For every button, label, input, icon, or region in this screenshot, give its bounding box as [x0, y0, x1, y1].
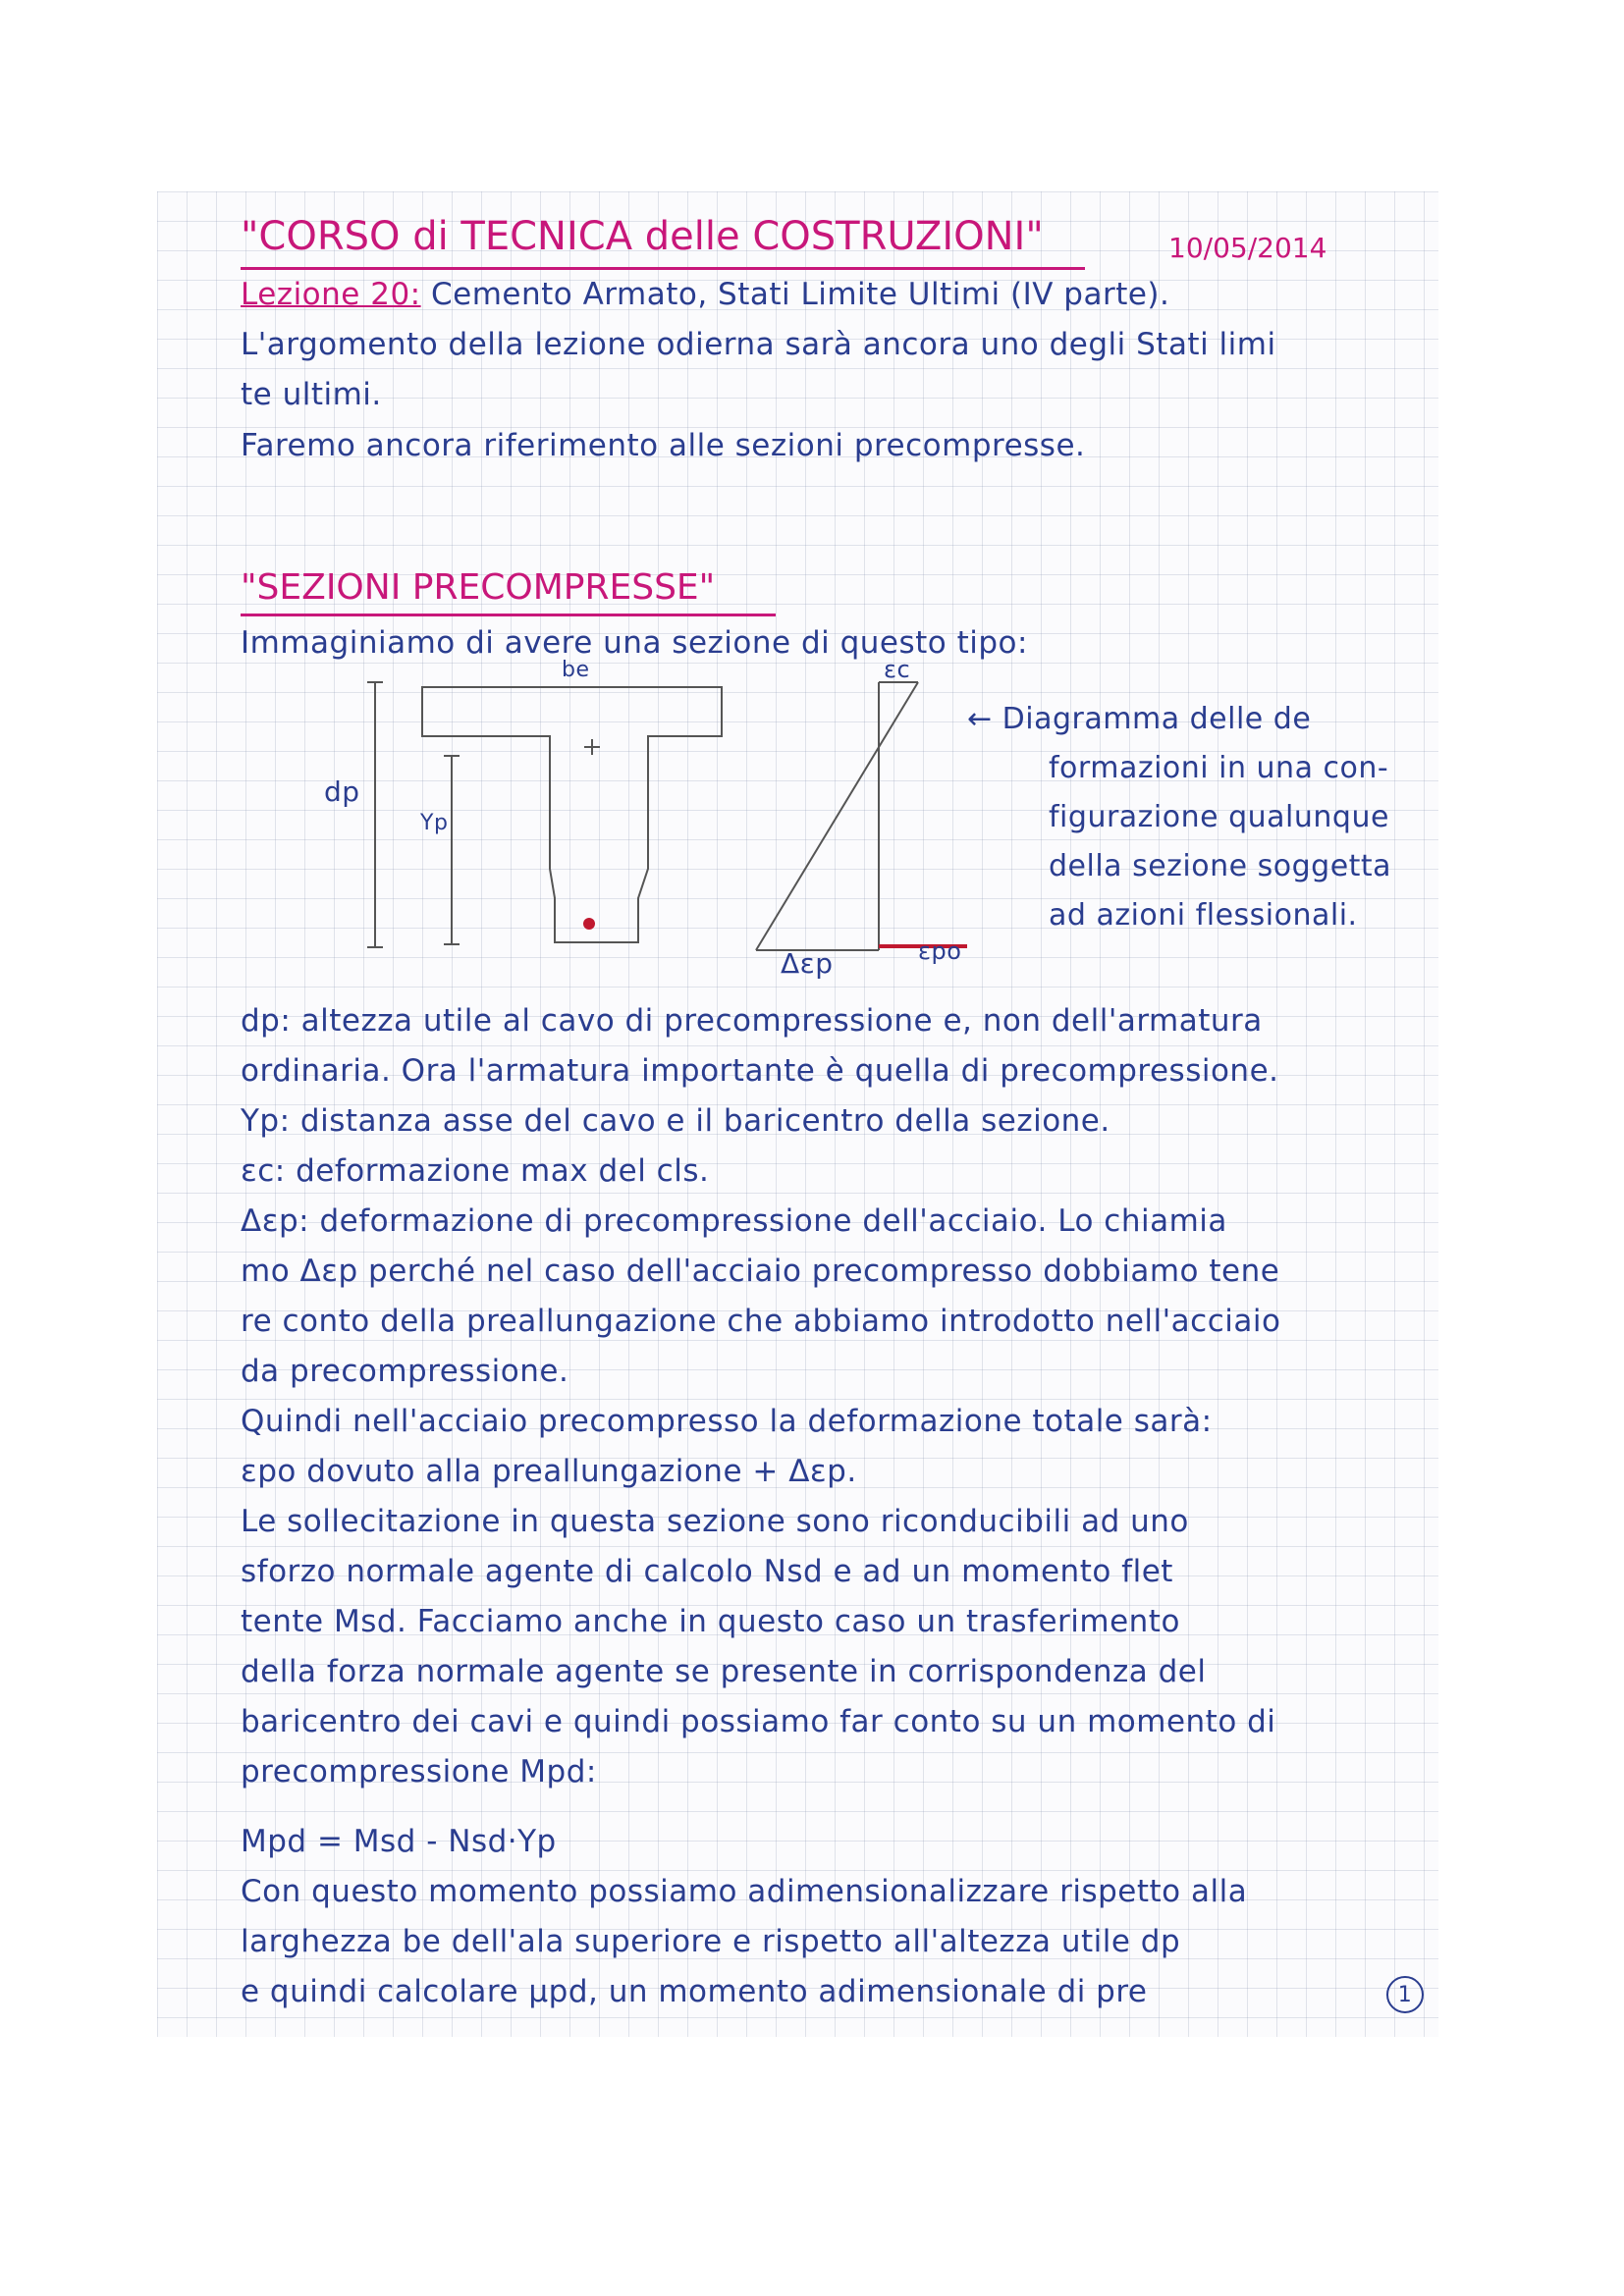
- diagram-intro: Immaginiamo di avere una sezione di questo tipo:: [241, 625, 1028, 661]
- body-line: sforzo normale agente di calcolo Nsd e ad un momento flet: [241, 1554, 1173, 1589]
- strain-slope: [756, 682, 918, 950]
- body-line: Δεp: deformazione di precompressione dell'acciaio. Lo chiamia: [241, 1203, 1227, 1239]
- body-line: re conto della preallungazione che abbiamo introdotto nell'acciaio: [241, 1304, 1281, 1339]
- section-title: "SEZIONI PRECOMPRESSE": [241, 567, 716, 608]
- lesson-subject: Cemento Armato, Stati Limite Ultimi (IV parte).: [430, 277, 1170, 312]
- intro-line: L'argomento della lezione odierna sarà ancora uno degli Stati limi: [241, 327, 1276, 362]
- body-line: Quindi nell'acciaio precompresso la deformazione totale sarà:: [241, 1404, 1213, 1439]
- body-line: εc: deformazione max del cls.: [241, 1153, 710, 1189]
- title-underline: [241, 267, 1085, 270]
- intro-line: Faremo ancora riferimento alle sezioni precompresse.: [241, 428, 1086, 463]
- body-line: εpo dovuto alla preallungazione + Δεp.: [241, 1454, 857, 1489]
- section-underline: [241, 614, 776, 616]
- date: 10/05/2014: [1168, 232, 1327, 264]
- body-line: tente Msd. Facciamo anche in questo caso un trasferimento: [241, 1604, 1180, 1639]
- dp-label: dp: [324, 775, 360, 808]
- body-line: precompressione Mpd:: [241, 1754, 597, 1789]
- delta-ep-label: Δεp: [781, 947, 834, 980]
- diagram-caption: ad azioni flessionali.: [1049, 898, 1358, 933]
- body-line: ordinaria. Ora l'armatura importante è quella di precompressione.: [241, 1053, 1279, 1089]
- tendon-dot: [583, 918, 595, 930]
- yp-label: Yp: [420, 811, 449, 835]
- body-line: Yp: distanza asse del cavo e il baricentro della sezione.: [241, 1103, 1110, 1139]
- diagram-caption: ← Diagramma delle de: [967, 702, 1312, 736]
- body-line: Le sollecitazione in questa sezione sono riconducibili ad uno: [241, 1504, 1189, 1539]
- lesson-label: Lezione 20:: [241, 277, 421, 312]
- intro-line: te ultimi.: [241, 377, 382, 412]
- body-line: della forza normale agente se presente in corrispondenza del: [241, 1654, 1207, 1689]
- diagram-caption: formazioni in una con-: [1049, 751, 1389, 785]
- t-section-outline: [422, 687, 722, 942]
- formula: Mpd = Msd - Nsd·Yp: [241, 1824, 557, 1859]
- body-line: dp: altezza utile al cavo di precompressione e, non dell'armatura: [241, 1003, 1263, 1039]
- body-line: baricentro dei cavi e quindi possiamo far conto su un momento di: [241, 1704, 1276, 1739]
- ep0-label: εpo: [918, 937, 962, 965]
- closing-line: larghezza be dell'ala superiore e rispetto all'altezza utile dp: [241, 1924, 1181, 1959]
- lesson-line: [241, 277, 1169, 312]
- ec-label: εc: [884, 656, 911, 683]
- diagram-caption: della sezione soggetta: [1049, 849, 1392, 883]
- page-number: 1: [1386, 1976, 1424, 2013]
- body-line: mo Δεp perché nel caso dell'acciaio precompresso dobbiamo tene: [241, 1254, 1280, 1289]
- closing-line: e quindi calcolare μpd, un momento adimensionale di pre: [241, 1974, 1148, 2009]
- be-label: be: [562, 658, 590, 682]
- diagram-caption: figurazione qualunque: [1049, 800, 1389, 834]
- body-line: da precompressione.: [241, 1354, 569, 1389]
- closing-line: Con questo momento possiamo adimensionalizzare rispetto alla: [241, 1874, 1248, 1909]
- page-title: "CORSO di TECNICA delle COSTRUZIONI": [241, 214, 1044, 259]
